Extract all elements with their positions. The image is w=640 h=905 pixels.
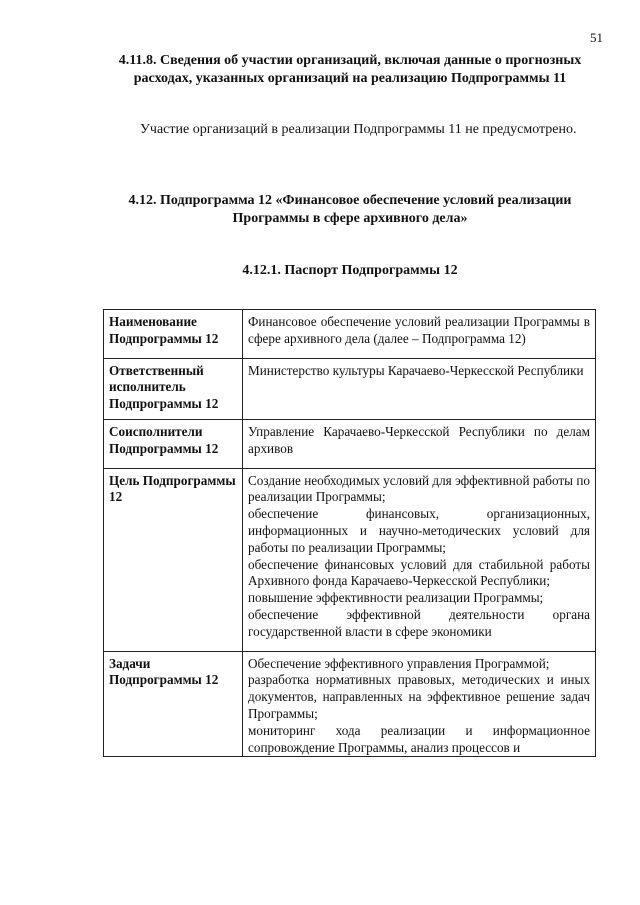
row-content xyxy=(243,419,596,468)
table-row xyxy=(104,419,596,468)
row-content xyxy=(243,468,596,651)
table-row xyxy=(104,651,596,757)
row-label: Соисполнители Подпрограммы 12 xyxy=(104,419,243,468)
content-line: повышение эффективности реализации Программы; xyxy=(248,590,544,606)
row-label: Наименование Подпрограммы 12 xyxy=(104,310,243,359)
content-line: обеспечение финансовых условий для стабильной работы Архивного фонда Карачаево-Черкесской Республики; xyxy=(248,556,590,589)
row-label: Задачи Подпрограммы 12 xyxy=(104,651,243,757)
content-line: Управление Карачаево-Черкесской Республики по делам архивов xyxy=(248,423,590,456)
content-line: обеспечение эффективной деятельности органа государственной власти в сфере экономики xyxy=(248,606,590,639)
section-paragraph-4-11-8: Участие организаций в реализации Подпрограммы 11 не предусмотрено. xyxy=(140,122,577,137)
section-heading-4-11-8: 4.11.8. Сведения об участии организаций, включая данные о прогнозных расходах, указанных организаций на реализацию Подпрограммы 11 xyxy=(118,53,582,86)
table-row xyxy=(104,310,596,359)
content-line: мониторинг хода реализации и информационное сопровождение Программы, анализ процессов и xyxy=(248,722,590,755)
page-number: 51 xyxy=(590,30,603,45)
content-line: Финансовое обеспечение условий реализации Программы в сфере архивного дела (далее – Подпрограмма 12) xyxy=(248,314,590,346)
section-heading-4-12: 4.12. Подпрограмма 12 «Финансовое обеспечение условий реализации Программы в сфере архивного дела» xyxy=(128,193,572,226)
row-content xyxy=(243,651,596,757)
row-label: Цель Подпрограммы 12 xyxy=(104,468,243,651)
table-row xyxy=(104,468,596,651)
content-line: Обеспечение эффективного управления Программой; xyxy=(248,655,550,671)
row-content xyxy=(243,310,596,359)
content-line: разработка нормативных правовых, методических и иных документов, направленных на эффективное решение задач Программы; xyxy=(248,672,590,721)
content-line: Создание необходимых условий для эффективной работы по реализации Программы; xyxy=(248,472,590,505)
table-row xyxy=(104,358,596,419)
content-line: обеспечение финансовых, организационных, информационных и научно-методических условий для работы по реализации Программы; xyxy=(248,506,590,555)
passport-table xyxy=(103,309,596,757)
content-line: Министерство культуры Карачаево-Черкесской Республики xyxy=(248,362,584,378)
row-label: Ответственный исполнитель Подпрограммы 12 xyxy=(104,358,243,419)
row-content xyxy=(243,358,596,419)
section-heading-4-12-1: 4.12.1. Паспорт Подпрограммы 12 xyxy=(242,263,458,278)
